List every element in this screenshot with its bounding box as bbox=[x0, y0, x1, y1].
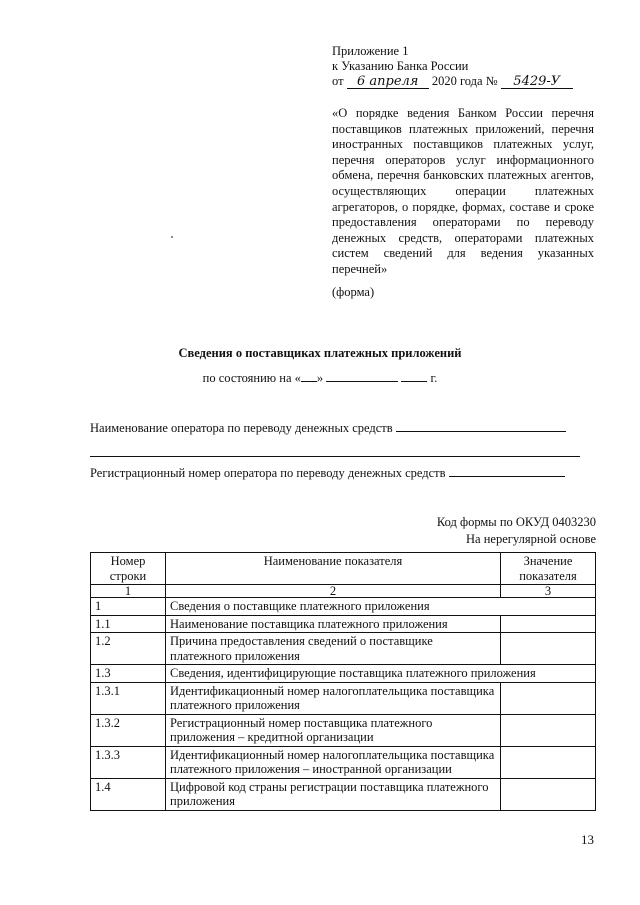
handwritten-date: 6 апреля bbox=[347, 75, 429, 89]
row-number-cell: 1.3 bbox=[91, 665, 166, 683]
as-of-month-field[interactable] bbox=[326, 369, 398, 382]
appendix-header bbox=[332, 44, 594, 89]
operator-name-row bbox=[90, 419, 566, 436]
header-row-number: Номер строки bbox=[91, 553, 166, 585]
row-value-cell[interactable] bbox=[501, 778, 596, 810]
row-indicator-name-cell: Причина предоставления сведений о поставщике платежного приложения bbox=[166, 633, 501, 665]
year-text: 2020 года № bbox=[431, 74, 498, 88]
scan-speck bbox=[171, 236, 173, 238]
operator-name-field[interactable] bbox=[396, 419, 566, 432]
decree-title-text: «О порядке ведения Банком России перечня поставщиков платежных приложений, перечня иностранных поставщиков платежных услуг, перечня операторов услуг информационного обмена, перечня банковских платежных агентов, осуществляющих операции платежных агрегаторов, о порядке, формах, составе и сроке предоставления операторами по переводу денежных средств, операторами платежных систем сведений для ведения указанных перечней» bbox=[332, 106, 594, 276]
as-of-date-line bbox=[0, 369, 640, 386]
table-column-numbers-row bbox=[91, 585, 596, 598]
row-number-cell: 1.3.1 bbox=[91, 682, 166, 714]
decree-title bbox=[332, 106, 594, 278]
report-title: Сведения о поставщиках платежных приложений bbox=[178, 346, 462, 360]
row-indicator-name-cell: Регистрационный номер поставщика платежного приложения – кредитной организации bbox=[166, 714, 501, 746]
row-value-cell[interactable] bbox=[501, 714, 596, 746]
column-number-2: 2 bbox=[166, 585, 501, 598]
row-value-cell[interactable] bbox=[501, 746, 596, 778]
row-number-cell: 1.3.3 bbox=[91, 746, 166, 778]
row-number-cell: 1.2 bbox=[91, 633, 166, 665]
row-indicator-name-cell: Идентификационный номер налогоплательщика поставщика платежного приложения bbox=[166, 682, 501, 714]
header-indicator-value: Значение показателя bbox=[501, 553, 596, 585]
row-value-cell[interactable] bbox=[501, 682, 596, 714]
operator-name-continuation-line[interactable] bbox=[90, 456, 580, 457]
row-indicator-name-cell: Сведения, идентифицирующие поставщика платежного приложения bbox=[166, 665, 596, 683]
column-number-1: 1 bbox=[91, 585, 166, 598]
appendix-line-1: Приложение 1 bbox=[332, 44, 409, 58]
table-row bbox=[91, 682, 596, 714]
indicators-table bbox=[90, 552, 596, 811]
table-row bbox=[91, 714, 596, 746]
operator-reg-field[interactable] bbox=[449, 464, 565, 477]
row-indicator-name-cell: Цифровой код страны регистрации поставщика платежного приложения bbox=[166, 778, 501, 810]
appendix-date-line bbox=[332, 74, 594, 89]
row-indicator-name-cell: Наименование поставщика платежного приложения bbox=[166, 615, 501, 633]
table-row bbox=[91, 598, 596, 616]
column-number-3: 3 bbox=[501, 585, 596, 598]
row-number-cell: 1.4 bbox=[91, 778, 166, 810]
page-number: 13 bbox=[581, 832, 594, 847]
as-of-year-field[interactable] bbox=[401, 369, 427, 382]
table-row bbox=[91, 778, 596, 810]
table-row bbox=[91, 665, 596, 683]
date-prefix: от bbox=[332, 74, 344, 88]
operator-reg-row bbox=[90, 464, 565, 481]
as-of-mid: » bbox=[316, 371, 324, 385]
as-of-prefix: по состоянию на « bbox=[202, 371, 301, 385]
row-value-cell[interactable] bbox=[501, 633, 596, 665]
table-row bbox=[91, 615, 596, 633]
form-label: (форма) bbox=[332, 285, 375, 299]
okud-block bbox=[437, 514, 596, 548]
row-indicator-name-cell: Сведения о поставщике платежного приложения bbox=[166, 598, 596, 616]
row-number-cell: 1.1 bbox=[91, 615, 166, 633]
operator-name-label: Наименование оператора по переводу денежных средств bbox=[90, 421, 393, 435]
row-value-cell[interactable] bbox=[501, 615, 596, 633]
handwritten-number: 5429-У bbox=[501, 75, 573, 89]
as-of-day-field[interactable] bbox=[301, 369, 317, 382]
table-row bbox=[91, 633, 596, 665]
row-number-cell: 1 bbox=[91, 598, 166, 616]
row-number-cell: 1.3.2 bbox=[91, 714, 166, 746]
as-of-suffix: г. bbox=[430, 371, 438, 385]
header-indicator-name: Наименование показателя bbox=[166, 553, 501, 585]
table-header-row bbox=[91, 553, 596, 585]
operator-reg-label: Регистрационный номер оператора по переводу денежных средств bbox=[90, 466, 446, 480]
okud-code: Код формы по ОКУД 0403230 bbox=[436, 515, 596, 529]
table-row bbox=[91, 746, 596, 778]
okud-periodicity: На нерегулярной основе bbox=[466, 532, 596, 546]
appendix-line-2: к Указанию Банка России bbox=[332, 59, 469, 73]
row-indicator-name-cell: Идентификационный номер налогоплательщика поставщика платежного приложения – иностранной организации bbox=[166, 746, 501, 778]
